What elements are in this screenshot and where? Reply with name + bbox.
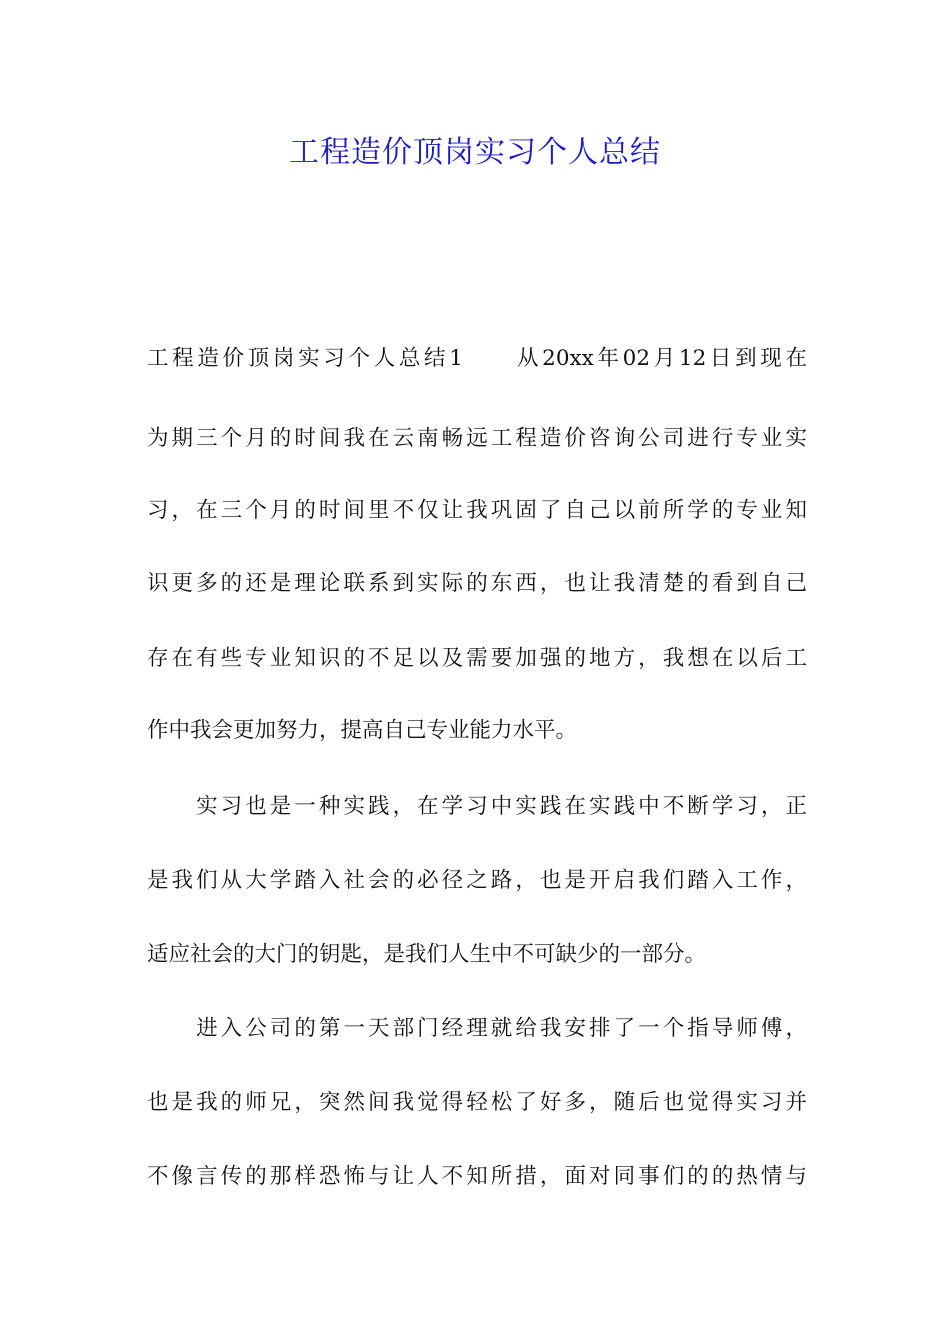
- body-line: 工程造价顶岗实习个人总结1 从20xx年02月12日到现在: [147, 346, 807, 371]
- body-line: 存在有些专业知识的不足以及需要加强的地方，我想在以后工: [147, 646, 807, 671]
- body-line: 进入公司的第一天部门经理就给我安排了一个指导师傅，: [147, 1016, 807, 1041]
- body-line: 是我们从大学踏入社会的必径之路，也是开启我们踏入工作，: [147, 868, 807, 893]
- document-title: 工程造价顶岗实习个人总结: [289, 135, 661, 170]
- body-line: 也是我的师兄，突然间我觉得轻松了好多，随后也觉得实习并: [147, 1090, 807, 1115]
- body-line: 适应社会的大门的钥匙，是我们人生中不可缺少的一部分。: [147, 942, 707, 967]
- body-line: 实习也是一种实践，在学习中实践在实践中不断学习，正: [147, 794, 807, 819]
- body-line: 作中我会更加努力，提高自己专业能力水平。: [147, 718, 578, 743]
- body-line: 习，在三个月的时间里不仅让我巩固了自己以前所学的专业知: [147, 498, 807, 523]
- body-line: 为期三个月的时间我在云南畅远工程造价咨询公司进行专业实: [147, 426, 807, 451]
- body-line: 不像言传的那样恐怖与让人不知所措，面对同事们的的热情与: [147, 1164, 807, 1189]
- body-line: 识更多的还是理论联系到实际的东西，也让我清楚的看到自己: [147, 571, 807, 596]
